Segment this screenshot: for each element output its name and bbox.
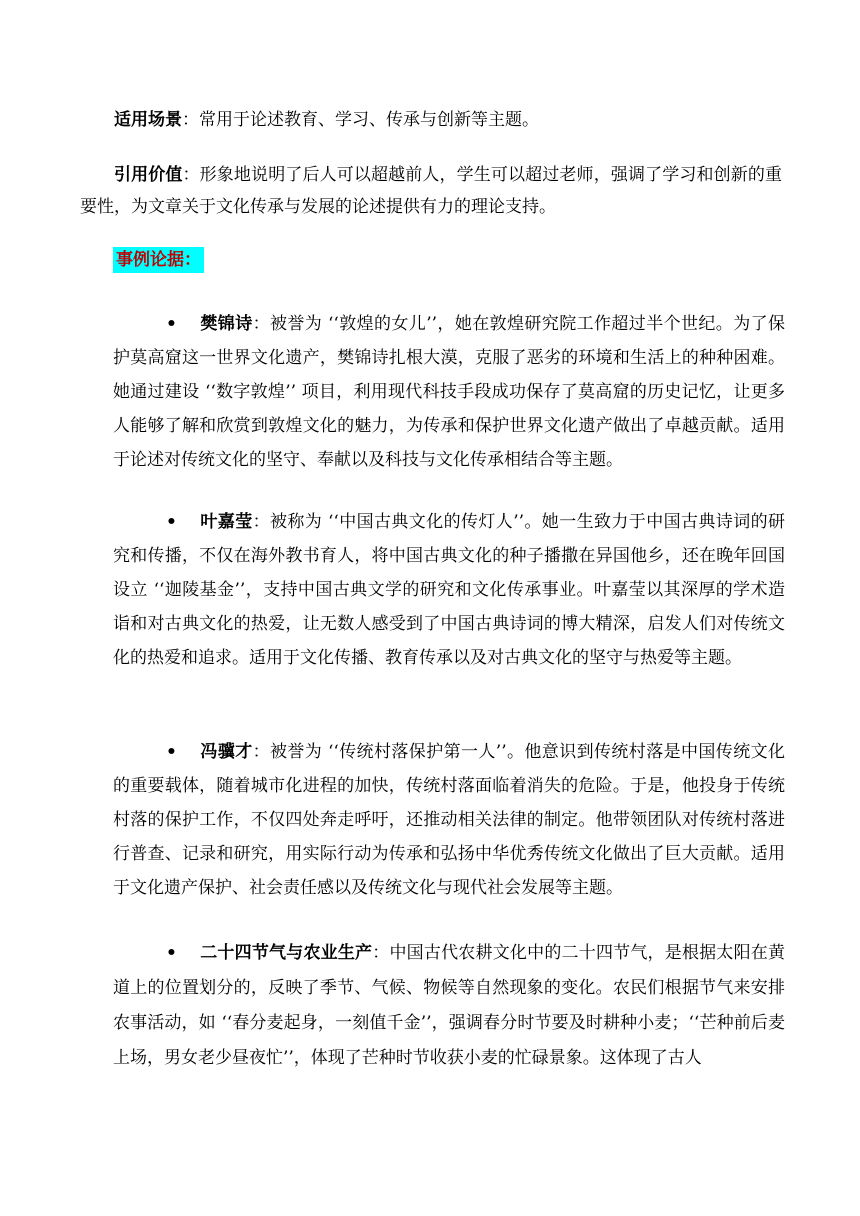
- example-text: ：被称为 ‘‘中国古典文化的传灯人’’。她一生致力于中国古典诗词的研究和传播，不仅在海外教书育人，将中国古典文化的种子播撒在异国他乡，还在晚年回国设立 ‘‘迦陵基金’’，支持中国古典文学的研究和文化传承事业。叶嘉莹以其深厚的学术造诣和对古典文化的热爱，让无数人感受到了中国古典诗词的博大精深，启发人们对传统文化的热爱和追求。适用于文化传播、教育传承以及对古典文化的坚守与热爱等主题。: [113, 512, 785, 668]
- paragraph-text: ：形象地说明了后人可以超越前人，学生可以超过老师，强调了学习和创新的重要性，为文章关于文化传承与发展的论述提供有力的理论支持。: [80, 165, 783, 217]
- example-item-feng-jicai: [113, 735, 785, 905]
- section-heading-examples: [113, 247, 204, 273]
- paragraph-label: 适用场景: [114, 110, 182, 130]
- example-text: ：被誉为 ‘‘传统村落保护第一人’’。他意识到传统村落是中国传统文化的重要载体，随着城市化进程的加快，传统村落面临着消失的危险。于是，他投身于传统村落的保护工作，不仅四处奔走呼吁，还推动相关法律的制定。他带领团队对传统村落进行普查、记录和研究，用实际行动为传承和弘扬中华优秀传统文化做出了巨大贡献。适用于文化遗产保护、社会责任感以及传统文化与现代社会发展等主题。: [113, 742, 785, 898]
- bullet-icon: •: [166, 742, 177, 762]
- paragraph-applicable-scenario: [80, 104, 782, 136]
- example-item-solar-terms: [113, 936, 785, 1076]
- bullet-icon: •: [166, 943, 177, 963]
- example-name: 冯骥才: [200, 742, 253, 762]
- example-text: ：中国古代农耕文化中的二十四节气，是根据太阳在黄道上的位置划分的，反映了季节、气候、物候等自然现象的变化。农民们根据节气来安排农事活动，如 ‘‘春分麦起身，一刻值千金’’，强调春分时节要及时耕种小麦；‘‘芒种前后麦上场，男女老少昼夜忙’’，体现了芒种时节收获小麦的忙碌景象。这体现了古人: [113, 943, 785, 1068]
- example-name: 叶嘉莹: [200, 512, 253, 532]
- example-text: ：被誉为 ‘‘敦煌的女儿’’，她在敦煌研究院工作超过半个世纪。为了保护莫高窟这一世界文化遗产，樊锦诗扎根大漠，克服了恶劣的环境和生活上的种种困难。她通过建设 ‘‘数字敦煌’’ 项目，利用现代科技手段成功保存了莫高窟的历史记忆，让更多人能够了解和欣赏到敦煌文化的魅力，为传承和保护世界文化遗产做出了卓越贡献。适用于论述对传统文化的坚守、奉献以及科技与文化传承相结合等主题。: [113, 314, 785, 470]
- section-heading-text: 事例论据：: [116, 250, 201, 270]
- bullet-icon: •: [166, 512, 177, 532]
- example-item-fan-jinshi: [113, 307, 785, 477]
- paragraph-label: 引用价值: [114, 165, 183, 185]
- bullet-icon: •: [166, 314, 177, 334]
- paragraph-text: ：常用于论述教育、学习、传承与创新等主题。: [182, 110, 539, 130]
- example-name: 樊锦诗: [200, 314, 253, 334]
- example-name: 二十四节气与农业生产: [200, 943, 373, 963]
- paragraph-citation-value: [80, 159, 782, 223]
- example-item-ye-jiaying: [113, 505, 785, 675]
